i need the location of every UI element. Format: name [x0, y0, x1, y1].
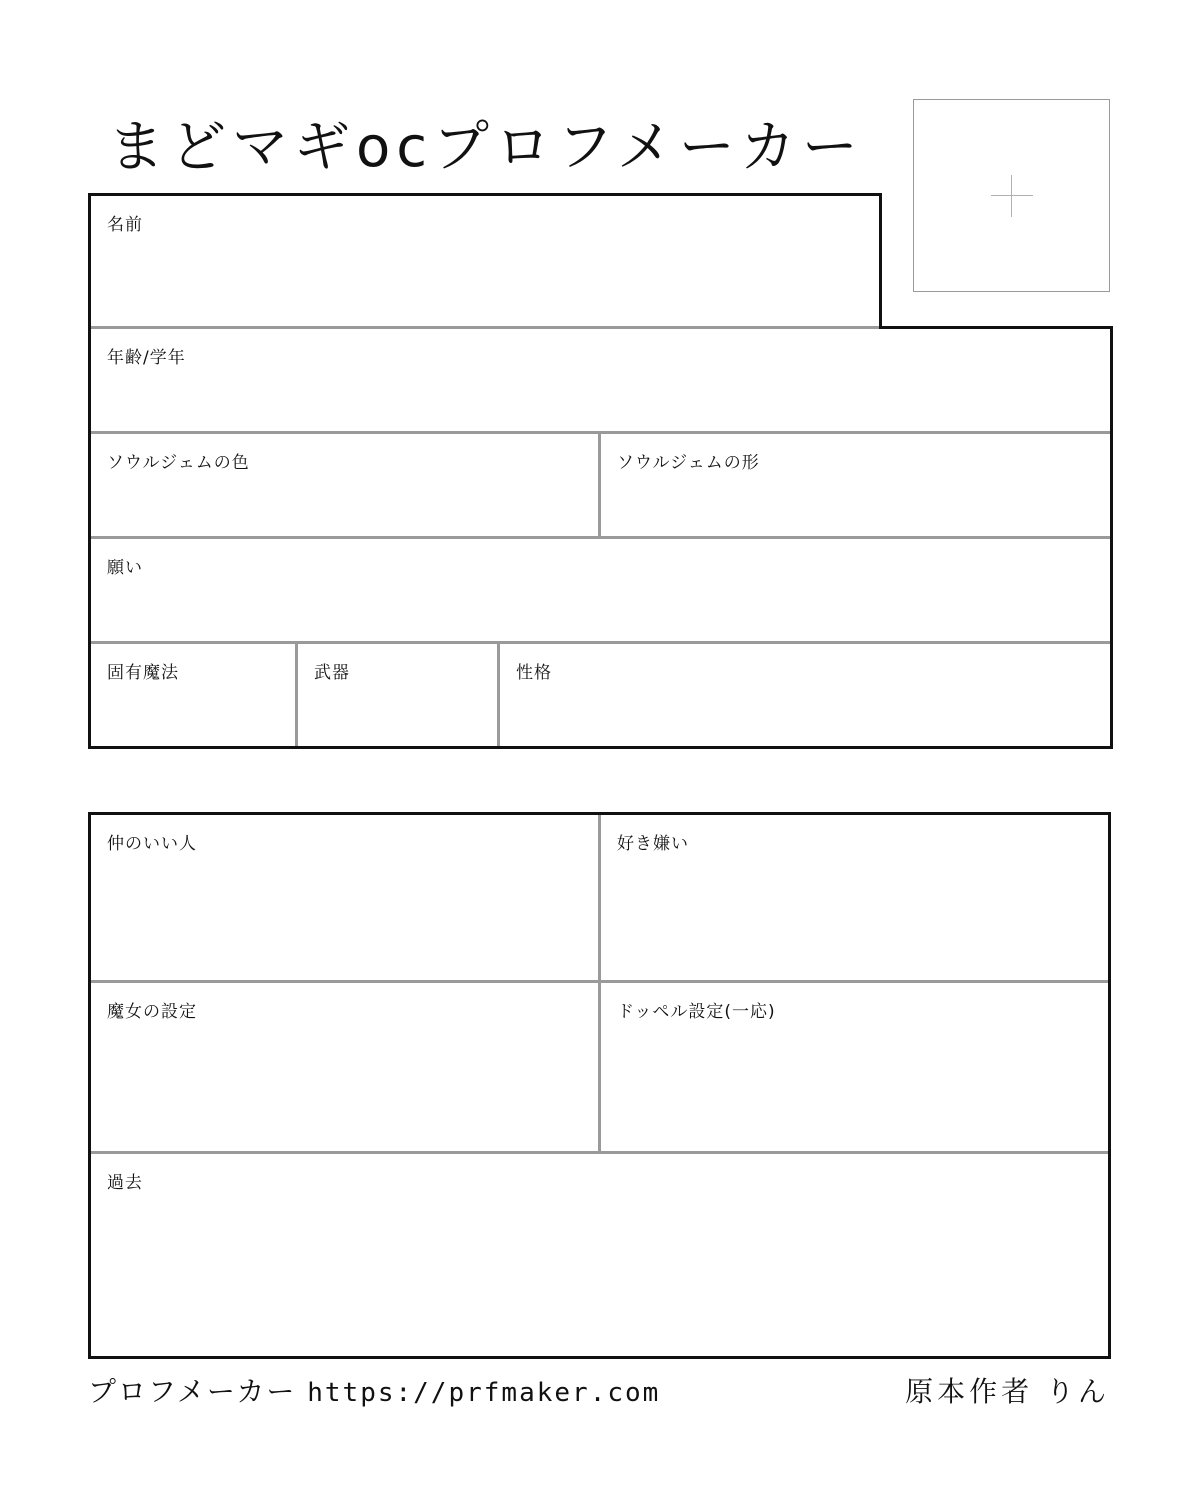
border-line	[88, 746, 1113, 749]
border-line	[1108, 812, 1111, 1359]
likes-field[interactable]	[613, 859, 1096, 970]
friends-field[interactable]	[103, 859, 586, 970]
wish-label: 願い	[107, 558, 143, 578]
gem-color-label: ソウルジェムの色	[107, 453, 250, 473]
gem-color-cell	[91, 434, 598, 536]
gem-shape-field[interactable]	[613, 478, 1098, 526]
border-line	[88, 1356, 1111, 1359]
likes-cell	[601, 815, 1108, 980]
witch-label: 魔女の設定	[107, 1002, 197, 1022]
witch-field[interactable]	[103, 1027, 586, 1141]
weapon-field[interactable]	[310, 688, 485, 736]
gem-shape-cell	[601, 434, 1110, 536]
personality-label: 性格	[516, 663, 552, 683]
doppel-cell	[601, 983, 1108, 1151]
plus-icon	[991, 175, 1033, 217]
past-field[interactable]	[103, 1198, 1096, 1346]
age-label: 年齢/学年	[107, 348, 186, 368]
page-title: まどマギocプロフメーカー	[108, 115, 864, 180]
doppel-field[interactable]	[613, 1027, 1096, 1141]
maker-url-link[interactable]: https://prfmaker.com	[307, 1378, 661, 1408]
age-field[interactable]	[103, 373, 1098, 421]
personality-cell	[500, 644, 1110, 746]
past-cell	[91, 1154, 1108, 1356]
gem-shape-label: ソウルジェムの形	[617, 453, 760, 473]
witch-cell	[91, 983, 598, 1151]
gem-color-field[interactable]	[103, 478, 586, 526]
magic-label: 固有魔法	[107, 663, 179, 683]
border-line	[1110, 326, 1113, 749]
author-credit: 原本作者 りん	[905, 1375, 1110, 1408]
doppel-label: ドッペル設定(一応)	[617, 1002, 776, 1022]
weapon-label: 武器	[314, 663, 350, 683]
friends-label: 仲のいい人	[107, 834, 197, 854]
wish-cell	[91, 539, 1110, 641]
magic-field[interactable]	[103, 688, 283, 736]
border-line	[879, 193, 882, 329]
age-cell	[91, 329, 1110, 431]
wish-field[interactable]	[103, 583, 1098, 631]
magic-cell	[91, 644, 295, 746]
personality-field[interactable]	[512, 688, 1098, 736]
weapon-cell	[298, 644, 497, 746]
name-cell	[91, 196, 879, 326]
friends-cell	[91, 815, 598, 980]
footer-credit	[88, 1372, 660, 1413]
name-label: 名前	[107, 215, 143, 235]
maker-name: プロフメーカー	[88, 1375, 297, 1408]
likes-label: 好き嫌い	[617, 834, 689, 854]
name-field[interactable]	[103, 240, 867, 316]
image-upload-slot[interactable]	[913, 99, 1110, 292]
past-label: 過去	[107, 1173, 143, 1193]
